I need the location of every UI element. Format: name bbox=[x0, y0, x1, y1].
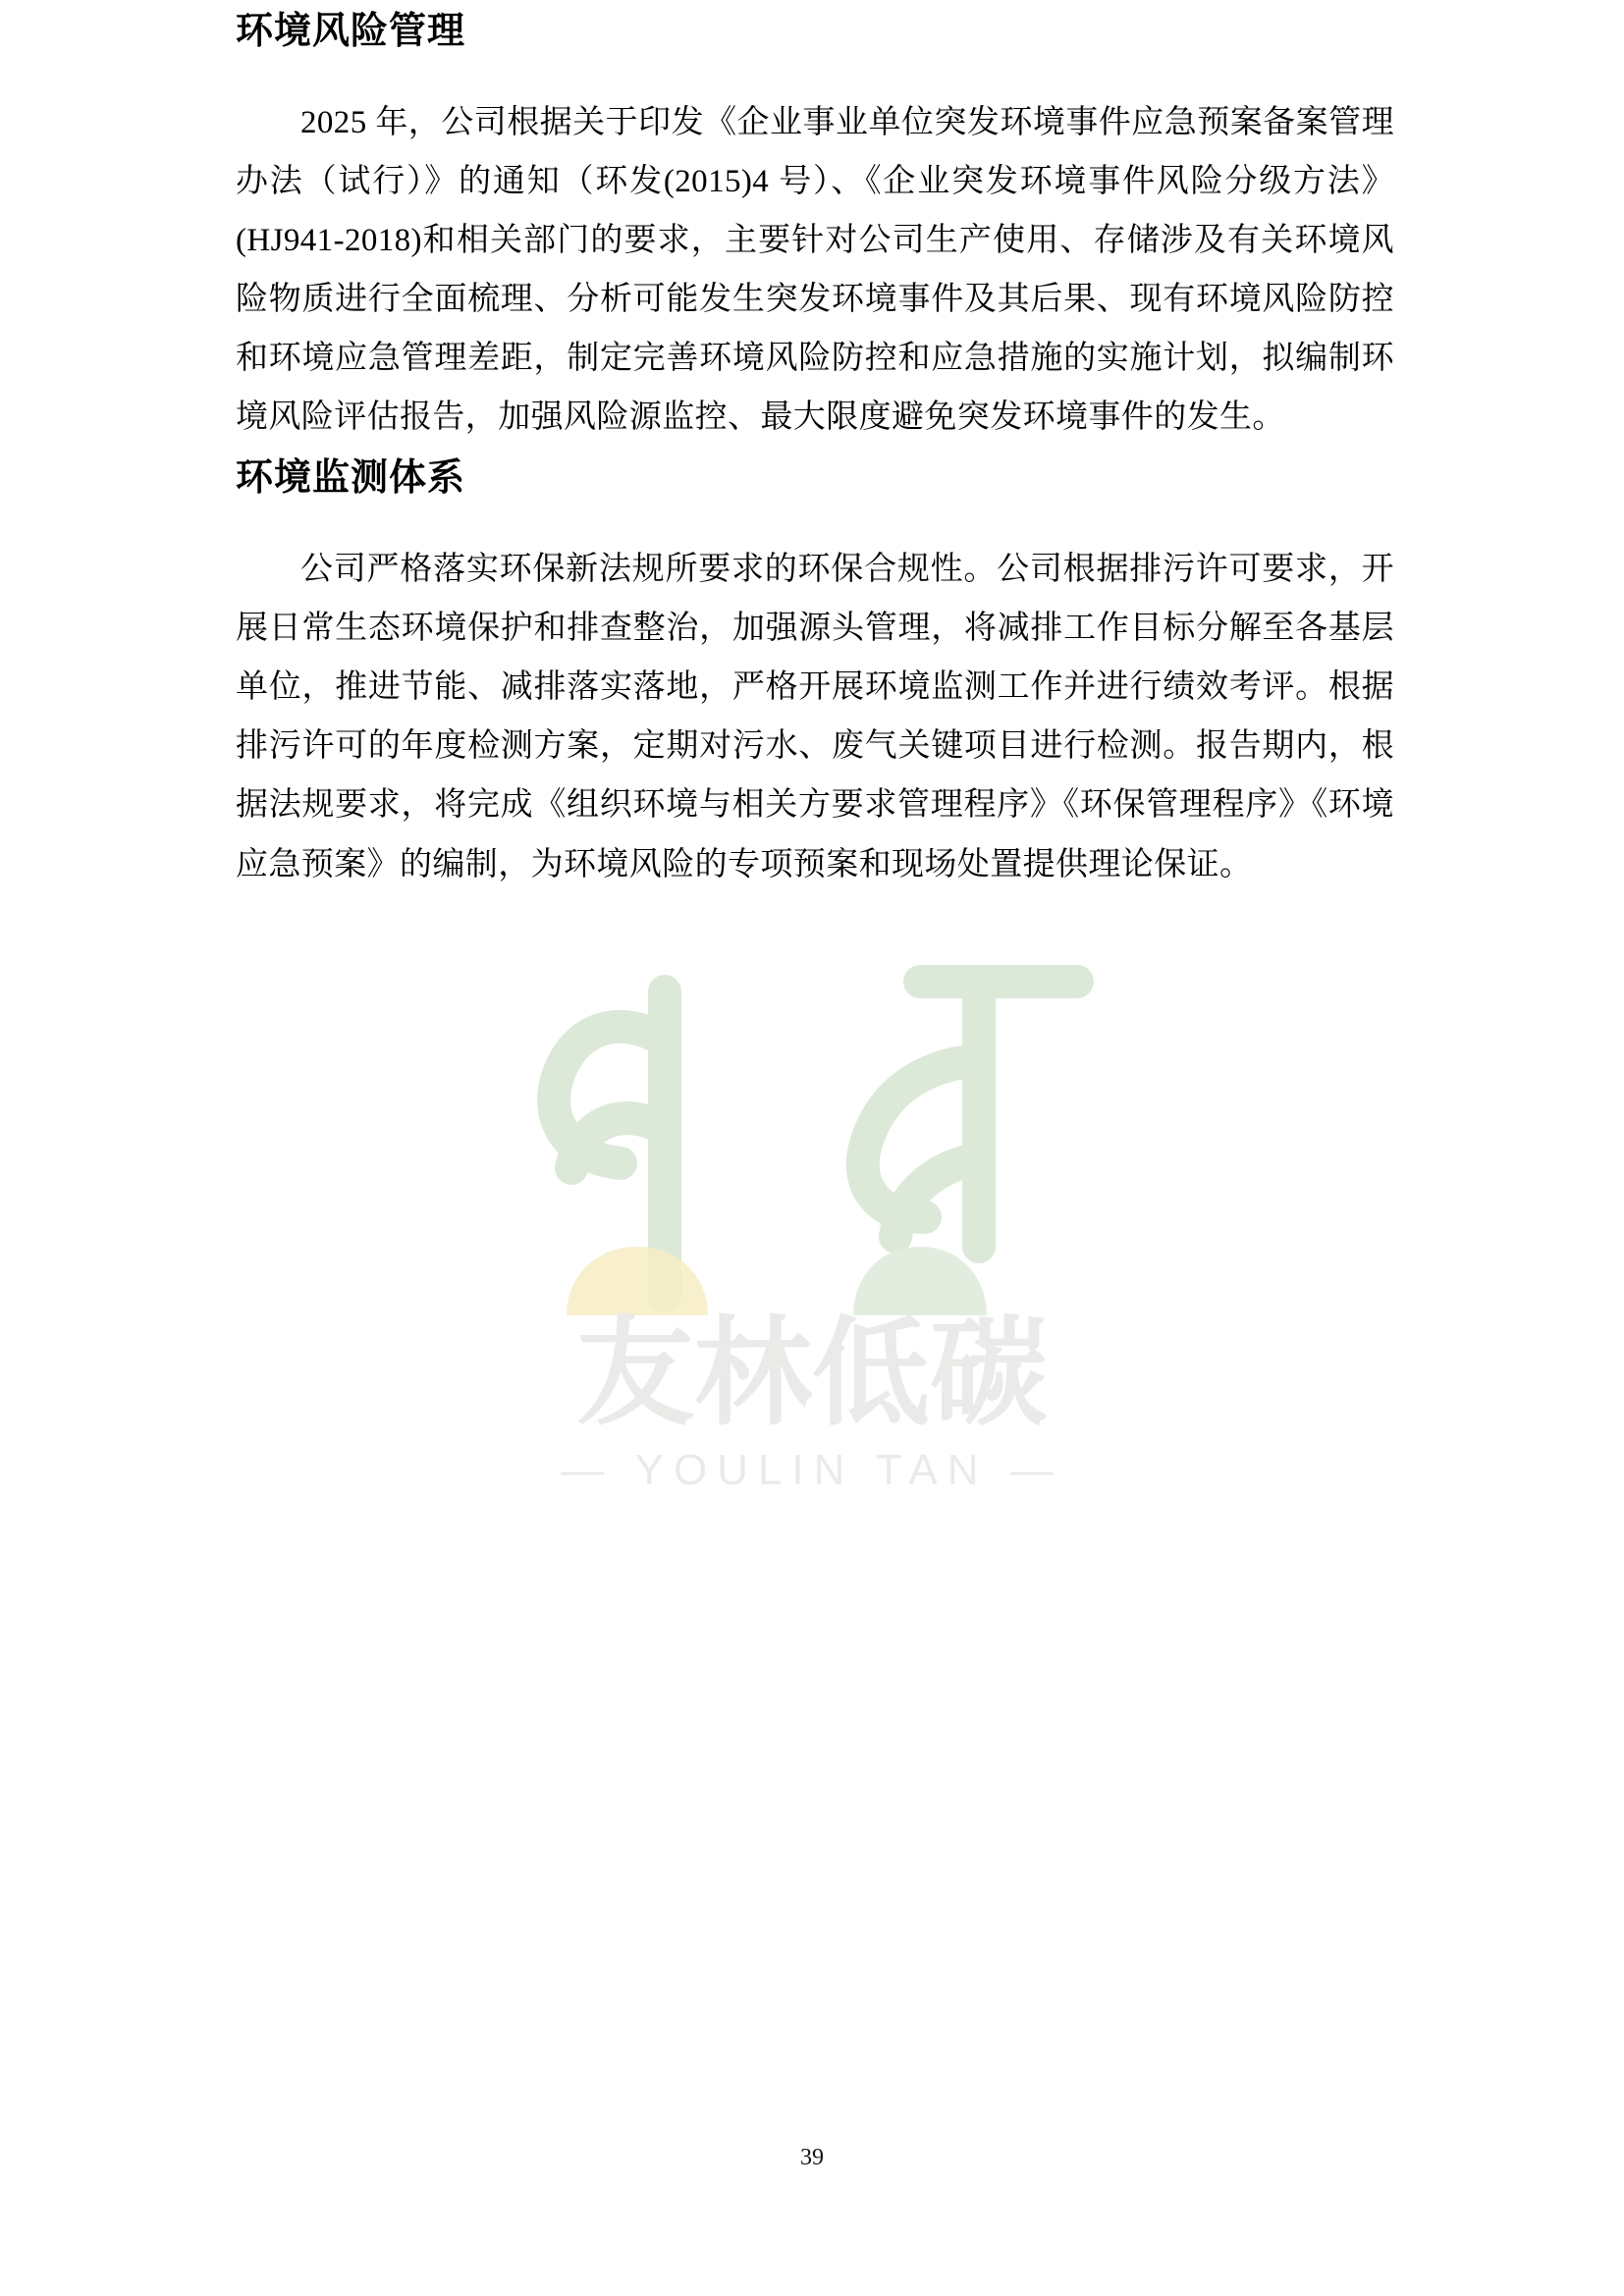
section-paragraph-environmental-monitoring-system: 公司严格落实环保新法规所要求的环保合规性。公司根据排污许可要求，开展日常生态环境保护和排查整治，加强源头管理，将减排工作目标分解至各基层单位，推进节能、减排落实落地，严格开展环境监测工作并进行绩效考评。根据排污许可的年度检测方案，定期对污水、废气关键项目进行检测。报告期内，根据法规要求，将完成《组织环境与相关方要求管理程序》《环保管理程序》《环境应急预案》的编制，为环境风险的专项预案和现场处置提供理论保证。 bbox=[236, 552, 1394, 882]
section-heading-environmental-risk-management: 环境风险管理 bbox=[236, 11, 466, 52]
section-heading-environmental-monitoring-system: 环境监测体系 bbox=[236, 457, 466, 500]
page-content bbox=[236, 0, 1394, 894]
svg-text:— YOULIN TAN —: — YOULIN TAN — bbox=[561, 1446, 1063, 1494]
section-paragraph-environmental-risk-management: 2025 年，公司根据关于印发《企业事业单位突发环境事件应急预案备案管理办法（试行）》的通知（环发(2015)4 号）、《企业突发环境事件风险分级方法》(HJ941-2018)和相关部门的要求，主要针对公司生产使用、存储涉及有关环境风险物质进行全面梳理、分析可能发生突发环境事件及其后果、现有环境风险防控和环境应急管理差距，制定完善环境风险防控和应急措施的实施计划，拟编制环境风险评估报告，加强风险源监控、最大限度避免突发环境事件的发生。 bbox=[236, 105, 1394, 436]
svg-text:友林低碳: 友林低碳 bbox=[576, 1308, 1048, 1439]
page-number: 39 bbox=[800, 2145, 824, 2170]
watermark-logo bbox=[0, 883, 1624, 1571]
